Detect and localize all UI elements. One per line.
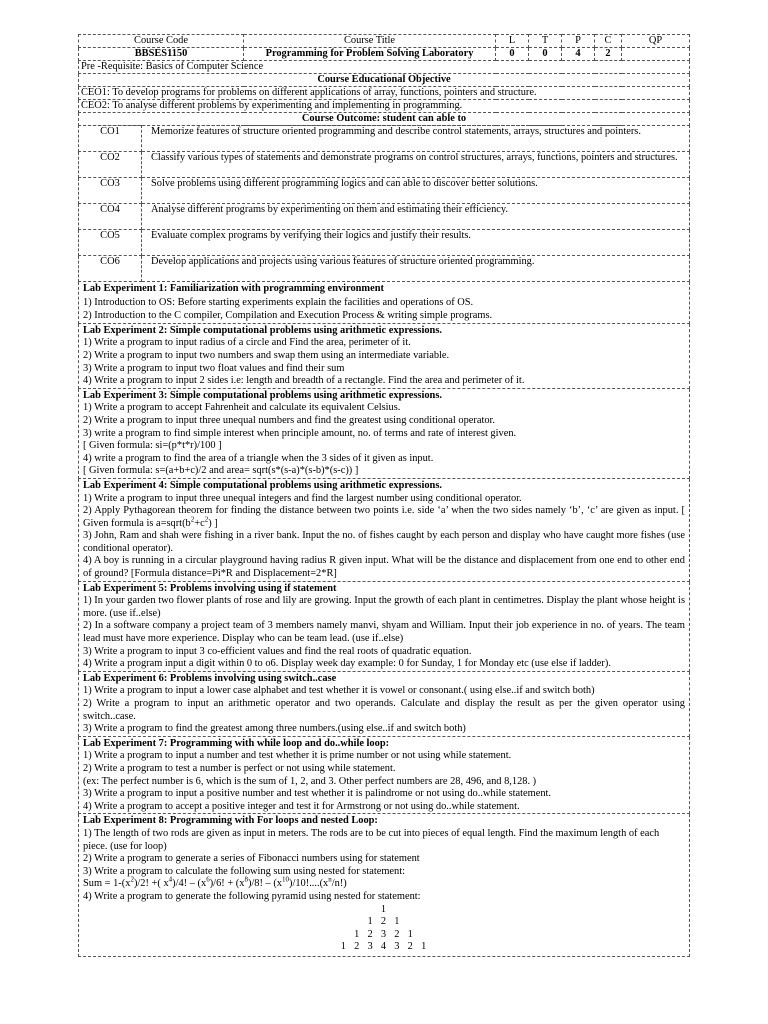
lab-6-item: 1) Write a program to input a lower case alphabet and test whether it is vowel or consonant.( using else..if and switch both): [83, 685, 595, 697]
qp-label: QP: [622, 35, 690, 48]
lab-7-title: Lab Experiment 7: Programming with while loop and do..while loop:: [83, 737, 390, 749]
outcome-text: Analyse different programs by experimenting on them and estimating their efficiency.: [142, 204, 690, 230]
pyramid-row: 1: [380, 903, 388, 915]
lab-3-item: [ Given formula: si=(p*t*r)/100 ]: [83, 440, 222, 452]
lab-5-title: Lab Experiment 5: Problems involving using if statement: [83, 582, 337, 594]
syllabus-page: [78, 34, 690, 957]
outcome-row: [79, 256, 690, 282]
lab-3-item: [ Given formula: s=(a+b+c)/2 and area= sqrt(s*(s-a)*(s-b)*(s-c)) ]: [83, 465, 359, 477]
lab-experiment-5: [78, 582, 690, 672]
course-title: Programming for Problem Solving Laboratory: [244, 48, 496, 61]
outcome-row: [79, 204, 690, 230]
outcome-text: Memorize features of structure oriented programming and describe control statements, arrays, structures and pointers.: [142, 126, 690, 152]
outcome-row: [79, 178, 690, 204]
t-label: T: [529, 35, 562, 48]
outcome-code: CO1: [79, 126, 142, 152]
outcome-text: Solve problems using different programming logics and can able to discover better solutions.: [142, 178, 690, 204]
lab-5-item: 2) In a software company a project team of 3 members namely manvi, shyam and William. Input their job experience in no. of years. The team lead must have more experience. Display who can be team lead. (use if..else): [83, 620, 685, 645]
lab-5-item: 1) In your garden two flower plants of rose and lily are growing. Input the growth of each plant in centimetres. Display the plant whose height is more. (use if..else): [83, 595, 685, 619]
pyramid-row: 1 2 3 4 3 2 1: [340, 941, 428, 953]
outcome-row: [79, 152, 690, 178]
lab-4-item: 1) Write a program to input three unequal integers and find the largest number using conditional operator.: [83, 492, 522, 504]
lab-2-title: Lab Experiment 2: Simple computational problems using arithmetic expressions.: [83, 324, 442, 336]
lab-8-title: Lab Experiment 8: Programming with For loops and nested Loop:: [83, 815, 378, 827]
objective-2: CEO2: To analyse different problems by experimenting and implementing in programming.: [79, 100, 690, 113]
lab-3-item: 4) write a program to find the area of a triangle when the 3 sides of it given as input.: [83, 452, 434, 464]
lab-4-title: Lab Experiment 4: Simple computational problems using arithmetic expressions.: [83, 479, 442, 491]
lab-7-item: 1) Write a program to input a number and test whether it is prime number or not using while statement.: [83, 750, 512, 762]
lab-experiment-7: [78, 737, 690, 815]
objective-1: CEO1: To develop programs for problems on different applications of array, functions, pointers and structure.: [79, 87, 690, 100]
outcome-table: [78, 125, 690, 282]
lab-3-item: 1) Write a program to accept Fahrenheit and calculate its equivalent Celsius.: [83, 402, 401, 414]
course-header-table: [78, 34, 690, 126]
lab-7-item: 4) Write a program to accept a positive integer and test it for Armstrong or not using do..while statement.: [83, 800, 520, 812]
lab-5-item: 3) Write a program to input 3 co-efficient values and find the real roots of quadratic equation.: [83, 645, 472, 657]
lab-1-item: 2) Introduction to the C compiler, Compilation and Execution Process & writing simple programs.: [83, 310, 493, 322]
lab-5-item: 4) Write a program input a digit within 0 to o6. Display week day example: 0 for Sunday, 1 for Monday etc (use else if ladder).: [83, 658, 611, 670]
lab-experiment-8: [78, 814, 690, 957]
c-value: 2: [595, 48, 622, 61]
outcome-text: Classify various types of statements and demonstrate programs on control structures, arrays, functions, pointers and structures.: [142, 152, 690, 178]
outcome-code: CO4: [79, 204, 142, 230]
l-label: L: [496, 35, 529, 48]
lab-experiment-3: [78, 389, 690, 479]
prerequisite: Pre -Requisite: Basics of Computer Science: [79, 61, 690, 74]
lab-2-item: 4) Write a program to input 2 sides i.e: length and breadth of a rectangle. Find the area and perimeter of it.: [83, 375, 525, 387]
course-code-label: Course Code: [79, 35, 244, 48]
lab-6-item: 2) Write a program to input an arithmetic operator and two operands. Calculate and display the result as per the given operator using switch..case.: [83, 698, 685, 722]
lab-4-item: 3) John, Ram and shah were fishing in a river bank. Input the no. of fishes caught by each person and display who have caught more fishes (use conditional operator).: [83, 530, 685, 554]
lab-7-item: (ex: The perfect number is 6, which is the sum of 1, 2, and 3. Other perfect numbers are 28, 496, and 8,128. ): [83, 775, 537, 787]
lab-8-item: 3) Write a program to calculate the following sum using nested for statement:: [83, 865, 405, 877]
outcome-text: Evaluate complex programs by verifying their logics and justify their results.: [142, 230, 690, 256]
c-label: C: [595, 35, 622, 48]
outcome-code: CO2: [79, 152, 142, 178]
lab-3-item: 3) write a program to find simple interest when principle amount, no. of terms and rate of interest given.: [83, 427, 517, 439]
lab-4-item: 2) Apply Pythagorean theorem for finding the distance between two points i.e. side ‘a’ when the two sides namely ‘b’, ‘c’ are given as input. [ Given formula is $a=sqrt(b^2+c^2)$ ]: [83, 505, 685, 529]
lab-3-item: 2) Write a program to input three unequal numbers and find the greatest using conditional operator.: [83, 414, 496, 426]
lab-experiment-6: [78, 672, 690, 737]
l-value: 0: [496, 48, 529, 61]
outcome-heading: Course Outcome: student can able to: [79, 113, 690, 126]
lab-2-item: 2) Write a program to input two numbers and swap them using an intermediate variable.: [83, 349, 450, 361]
t-value: 0: [529, 48, 562, 61]
p-value: 4: [562, 48, 595, 61]
lab-6-item: 3) Write a program to find the greatest among three numbers.(using else..if and switch both): [83, 723, 466, 735]
lab-experiment-4: [78, 479, 690, 582]
lab-7-item: 2) Write a program to test a number is perfect or not using while statement.: [83, 762, 396, 774]
course-code: BBSES1150: [79, 48, 244, 61]
lab-7-item: 3) Write a program to input a positive number and test whether it is palindrome or not using do..while statement.: [83, 788, 552, 800]
sum-formula: Sum = $1-(x^2)/2$! +( $x^4)/4$! – $(x^6)/6$! + $(x^8)/8$! – $(x^{10})/10!....(x^n/n!)$: [83, 875, 347, 890]
outcome-row: [79, 230, 690, 256]
lab-3-title: Lab Experiment 3: Simple computational problems using arithmetic expressions.: [83, 389, 442, 401]
lab-4-item: 4) A boy is running in a circular playground having radius R given input. What will be the distance and displacement from one end to other end of ground? [Formula distance=Pi*R and Displacement=2*R]: [83, 555, 685, 580]
lab-6-title: Lab Experiment 6: Problems involving using switch..case: [83, 672, 337, 684]
lab-experiment-2: [78, 324, 690, 389]
pyramid-row: 1 2 1: [367, 916, 401, 928]
lab-8-item: 4) Write a program to generate the following pyramid using nested for statement:: [83, 890, 421, 902]
qp-value: [622, 48, 690, 61]
p-label: P: [562, 35, 595, 48]
lab-8-item: 2) Write a program to generate a series of Fibonacci numbers using for statement: [83, 853, 420, 865]
course-title-label: Course Title: [244, 35, 496, 48]
lab-experiment-1: [78, 282, 690, 324]
outcome-code: CO3: [79, 178, 142, 204]
outcome-row: [79, 126, 690, 152]
lab-8-item: 1) The length of two rods are given as input in meters. The rods are to be cut into pieces of equal length. Find the maximum length of each piece. (use for loop): [83, 827, 660, 852]
pyramid-row: 1 2 3 2 1: [354, 928, 414, 940]
outcome-code: CO6: [79, 256, 142, 282]
lab-2-item: 3) Write a program to input two float values and find their sum: [83, 362, 345, 374]
outcome-code: CO5: [79, 230, 142, 256]
lab-1-item: 1) Introduction to OS: Before starting experiments explain the facilities and operations of OS.: [83, 296, 474, 308]
objective-heading: Course Educational Objective: [79, 74, 690, 87]
lab-1-title: Lab Experiment 1: Familiarization with programming environment: [83, 283, 384, 294]
lab-2-item: 1) Write a program to input radius of a circle and Find the area, perimeter of it.: [83, 337, 411, 349]
outcome-text: Develop applications and projects using various features of structure oriented programming.: [142, 256, 690, 282]
